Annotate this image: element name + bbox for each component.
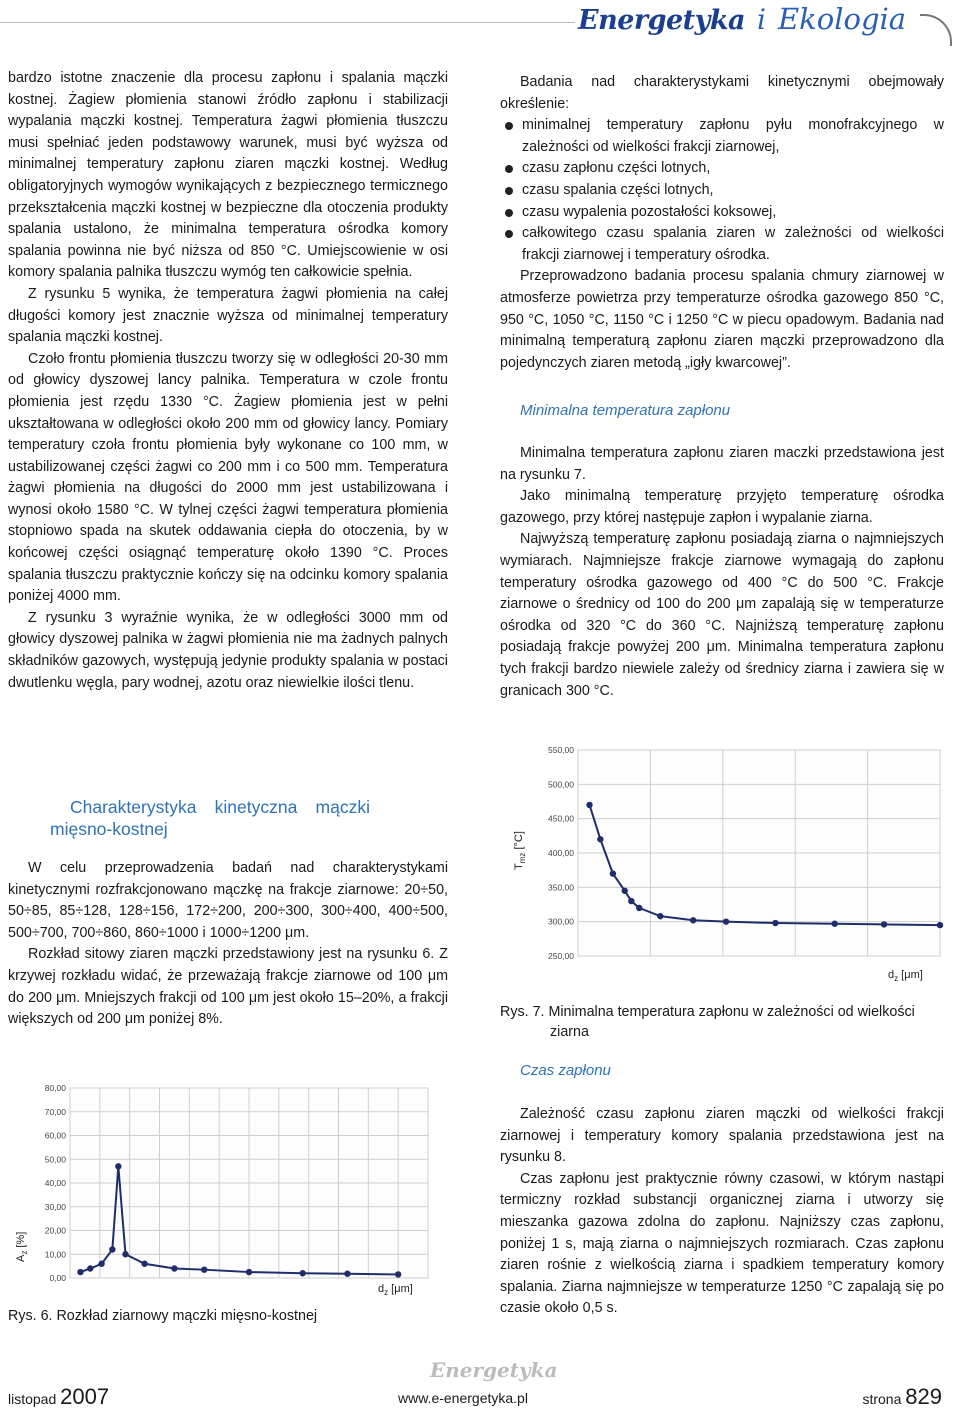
section-min-temp-heading-wrap bbox=[500, 400, 944, 422]
data-point bbox=[597, 836, 603, 842]
x-axis-label: $d_z$ [μm] bbox=[378, 1283, 413, 1297]
bullet-item: minimalnej temperatury zapłonu pyłu monofrakcyjnego w zależności od wielkości frakcji ziarnowej, bbox=[500, 115, 944, 158]
section-heading-kinetic: Charakterystyka kinetyczna mączki mięsno-kostnej bbox=[50, 797, 370, 839]
data-point bbox=[171, 1265, 177, 1271]
masthead-conj: i bbox=[757, 3, 767, 36]
footer-page bbox=[862, 1384, 942, 1410]
y-tick-label: 500,00 bbox=[548, 779, 574, 790]
min-temp-paragraph-2: Jako minimalną temperaturę przyjęto temperaturę ośrodka gazowego, przy której następuje zapłon i wypalanie ziarna. bbox=[500, 488, 944, 526]
bullet-dot-icon bbox=[505, 187, 513, 195]
data-point bbox=[344, 1271, 350, 1277]
footer-date bbox=[8, 1384, 109, 1410]
data-point bbox=[141, 1261, 147, 1267]
y-tick-label: 400,00 bbox=[548, 848, 574, 858]
right-column bbox=[500, 72, 944, 374]
footer-page-word: strona bbox=[862, 1391, 902, 1407]
y-tick-label: 30,00 bbox=[44, 1201, 66, 1212]
data-point bbox=[772, 920, 778, 926]
min-temp-paragraph-1: Minimalna temperatura zapłonu ziaren maczki przedstawiona jest na rysunku 7. bbox=[500, 445, 944, 483]
data-point bbox=[937, 922, 943, 928]
right-intro: Badania nad charakterystykami kinetycznymi obejmowały określenie: bbox=[500, 74, 944, 112]
research-bullet-list bbox=[500, 115, 944, 266]
y-tick-label: 550,00 bbox=[548, 745, 574, 755]
bullet-item: całkowitego czasu spalania ziaren w zależności od wielkości frakcji ziarnowej i temperatury ośrodka. bbox=[500, 223, 944, 266]
data-point bbox=[122, 1251, 128, 1257]
x-axis-label: $d_z$ [μm] bbox=[888, 969, 923, 983]
bullet-dot-icon bbox=[505, 230, 513, 238]
figure-7-chart bbox=[500, 738, 944, 988]
left-paragraph-2: Z rysunku 5 wynika, że temperatura żagwi płomienia na całej długości komory jest znacznie wyższa od minimalnej temperatury spalania mączki kostnej. bbox=[8, 285, 448, 346]
y-tick-label: 60,00 bbox=[44, 1130, 66, 1141]
figure-6-chart bbox=[8, 1072, 440, 1298]
y-tick-label: 40,00 bbox=[44, 1178, 66, 1188]
y-tick-label: 20,00 bbox=[44, 1225, 66, 1236]
data-point bbox=[636, 905, 642, 911]
data-point bbox=[622, 888, 628, 894]
left-paragraph-3: Czoło frontu płomienia tłuszczu tworzy się w odległości 20-30 mm od głowicy dyszowej lancy palnika. Temperatura w czole frontu płomienia jest rzędu 1330 °C. Żagiew płomienia jest w pełni ukształtowana w odległości około 200 mm od głowicy lancy. Pomiary temperatury czoła frontu płomienia były wykonane co 100 mm, w ustabilizowanej części żagwi co 200 mm i co 500 mm. Temperatura żagwi płomienia na długości do 2000 mm jest ustabilizowana i wynosi około 1580 °C. W tylnej części żagwi temperatura płomienia stopniowo spada na skutek oddawania ciepła do otoczenia, by w końcowej części osiągnąć temperaturę około 1390 °C. Proces spalania tłuszczu praktycznie kończy się na odcinku komory spalania poniżej 4000 mm. bbox=[8, 350, 448, 605]
kinetic-paragraph-1: W celu przeprowadzenia badań nad charakterystykami kinetycznymi rozfrakcjonowano mączkę na frakcje ziarnowe: 20÷50, 50÷85, 85÷128, 128÷156, 172÷200, 200÷300, 300÷400, 400÷500, 500÷700, 700÷860, 860÷1000 i 1000÷1200 μm. bbox=[8, 860, 448, 941]
masthead-hook-decoration bbox=[920, 14, 952, 46]
data-point bbox=[723, 918, 729, 924]
y-tick-label: 10,00 bbox=[44, 1249, 66, 1260]
left-column-2 bbox=[8, 858, 448, 1031]
y-tick-label: 80,00 bbox=[44, 1083, 66, 1093]
section-heading-min-temp: Minimalna temperatura zapłonu bbox=[520, 402, 731, 419]
min-temp-paragraph-3: Najwyższą temperaturę zapłonu posiadają ziarna o najmniejszych wymiarach. Najmniejsze frakcje ziarnowe wymagają do zapłonu temperatury ośrodka gazowego od 400 °C do 500 °C. Frakcje ziarnowe o średnicy od 100 do 200 μm zapalają się w temperaturze ośrodka od 320 °C do 360 °C. Najniższą temperaturę zapłonu posiadają frakcje powyżej 200 μm. Minimalna temperatura zapłonu tych frakcji bardzo niewiele zależy od średnicy ziarna i zawiera się w granicach 300 °C. bbox=[500, 531, 944, 699]
footer-url[interactable]: www.e-energetyka.pl bbox=[398, 1390, 528, 1406]
bullet-dot-icon bbox=[505, 165, 513, 173]
y-axis-label: $T_{mz}$ [°C] bbox=[513, 831, 527, 870]
data-point bbox=[395, 1271, 401, 1277]
y-tick-label: 450,00 bbox=[548, 813, 574, 824]
section-heading-ignition-time: Czas zapłonu bbox=[520, 1062, 611, 1079]
ignition-paragraph-1: Zależność czasu zapłonu ziaren mączki od wielkości frakcji ziarnowej i temperatury komory spalania przedstawiona jest na rysunku 8. bbox=[500, 1106, 944, 1166]
data-point bbox=[586, 802, 592, 808]
bullet-item: czasu spalania części lotnych, bbox=[500, 180, 944, 202]
section-kinetic-heading-wrap bbox=[50, 796, 370, 840]
bullet-dot-icon bbox=[505, 209, 513, 217]
data-point bbox=[115, 1163, 121, 1169]
bullet-item: czasu zapłonu części lotnych, bbox=[500, 158, 944, 180]
y-tick-label: 50,00 bbox=[44, 1154, 66, 1165]
masthead-brand: Energetyka bbox=[578, 5, 746, 36]
left-paragraph-1: bardzo istotne znaczenie dla procesu zapłonu i spalania mączki kostnej. Żagiew płomienia stanowi źródło zapłonu i stabilizacji wypalania mączki kostnej. Temperatura żagwi płomienia tłuszczu musi spełniać jeden podstawowy warunek, musi być wyższa od minimalnej temperatury zapłonu ziaren mączki kostnej. Według obligatoryjnych wymogów wynikających z bezpiecznego termicznego przekształcenia mączki kostnej w bezpieczne dla otoczenia produkty spalania ustalono, że minimalna temperatura ośrodka komory spalania powinna nie być niższa od 850 °C. Umiejscowienie w osi komory spalania palnika tłuszczu wymóg ten całkowicie spełnia. bbox=[8, 70, 448, 281]
bullet-dot-icon bbox=[505, 122, 513, 130]
data-point bbox=[77, 1269, 83, 1275]
right-column-3 bbox=[500, 1104, 944, 1320]
y-tick-label: 70,00 bbox=[44, 1106, 66, 1117]
data-point bbox=[610, 870, 616, 876]
right-paragraph-1: Przeprowadzono badania procesu spalania chmury ziarnowej w atmosferze powietrza przy temperaturze ośrodka gazowego 850 °C, 950 °C, 1050 °C, 1150 °C i 1250 °C w piecu opadowym. Badania nad minimalną temperaturą zapłonu ziaren mączki przeprowadzono dla pojedynczych ziaren metodą „igły kwarcowej”. bbox=[500, 268, 944, 371]
y-axis-label: $A_z$ [%] bbox=[15, 1231, 29, 1262]
data-point bbox=[881, 921, 887, 927]
data-point bbox=[657, 913, 663, 919]
ignition-paragraph-2: Czas zapłonu jest praktycznie równy czasowi, w którym nastąpi termiczny rozkład substancji organicznej ziarna i utworzy się mieszanka gazowa zdolna do zapłonu. Najniższy czas zapłonu, poniżej 1 s, mają ziarna o najmniejszych rozmiarach. Czas zapłonu ziaren rośnie z wielkością ziarna i spadkiem temperatury komory spalania. Ziarna najmniejsze w temperaturze 1250 °C zapalają się po czasie około 0,5 s. bbox=[500, 1170, 944, 1317]
figure-6-caption: Rys. 6. Rozkład ziarnowy mączki mięsno-kostnej bbox=[8, 1308, 318, 1324]
masthead-logo bbox=[578, 2, 906, 42]
kinetic-paragraph-2: Rozkład sitowy ziaren mączki przedstawiony jest na rysunku 6. Z krzywej rozkładu widać, że przeważają frakcje ziarnowe od 100 μm do 200 μm. Mniejszych frakcji od 100 μm jest około 15–20%, a frakcji większych od 200 μm poniżej 8%. bbox=[8, 946, 448, 1028]
data-point bbox=[628, 898, 634, 904]
data-point bbox=[690, 917, 696, 923]
section-ignition-time-heading-wrap bbox=[500, 1060, 944, 1082]
footer-logo: Energetyka bbox=[430, 1358, 558, 1382]
data-point bbox=[831, 921, 837, 927]
masthead-ekologia: Ekologia bbox=[778, 2, 907, 36]
left-column bbox=[8, 68, 448, 694]
data-point bbox=[87, 1265, 93, 1271]
bullet-item: czasu wypalenia pozostałości koksowej, bbox=[500, 202, 944, 224]
y-tick-label: 300,00 bbox=[548, 916, 574, 927]
left-paragraph-4: Z rysunku 3 wyraźnie wynika, że w odległości 3000 mm od głowicy dyszowej palnika w żagwi płomienia nie ma żadnych palnych składników gazowych, występują jedynie produkty spalania w postaci dwutlenku węgla, pary wodnej, azotu oraz niewielkie ilości tlenu. bbox=[8, 609, 448, 691]
data-point bbox=[246, 1269, 252, 1275]
footer-page-number: 829 bbox=[905, 1384, 942, 1409]
y-tick-label: 250,00 bbox=[548, 951, 574, 961]
footer-month: listopad bbox=[8, 1391, 57, 1407]
footer-year: 2007 bbox=[60, 1384, 110, 1409]
figure-7-caption: Rys. 7. Minimalna temperatura zapłonu w zależności od wielkości ziarna bbox=[500, 1004, 915, 1040]
data-point bbox=[109, 1246, 115, 1252]
data-point bbox=[201, 1266, 207, 1272]
header-rule bbox=[0, 22, 575, 23]
y-tick-label: 0,00 bbox=[49, 1273, 66, 1283]
data-point bbox=[300, 1270, 306, 1276]
data-point bbox=[98, 1261, 104, 1267]
y-tick-label: 350,00 bbox=[548, 882, 574, 893]
right-column-2 bbox=[500, 443, 944, 702]
